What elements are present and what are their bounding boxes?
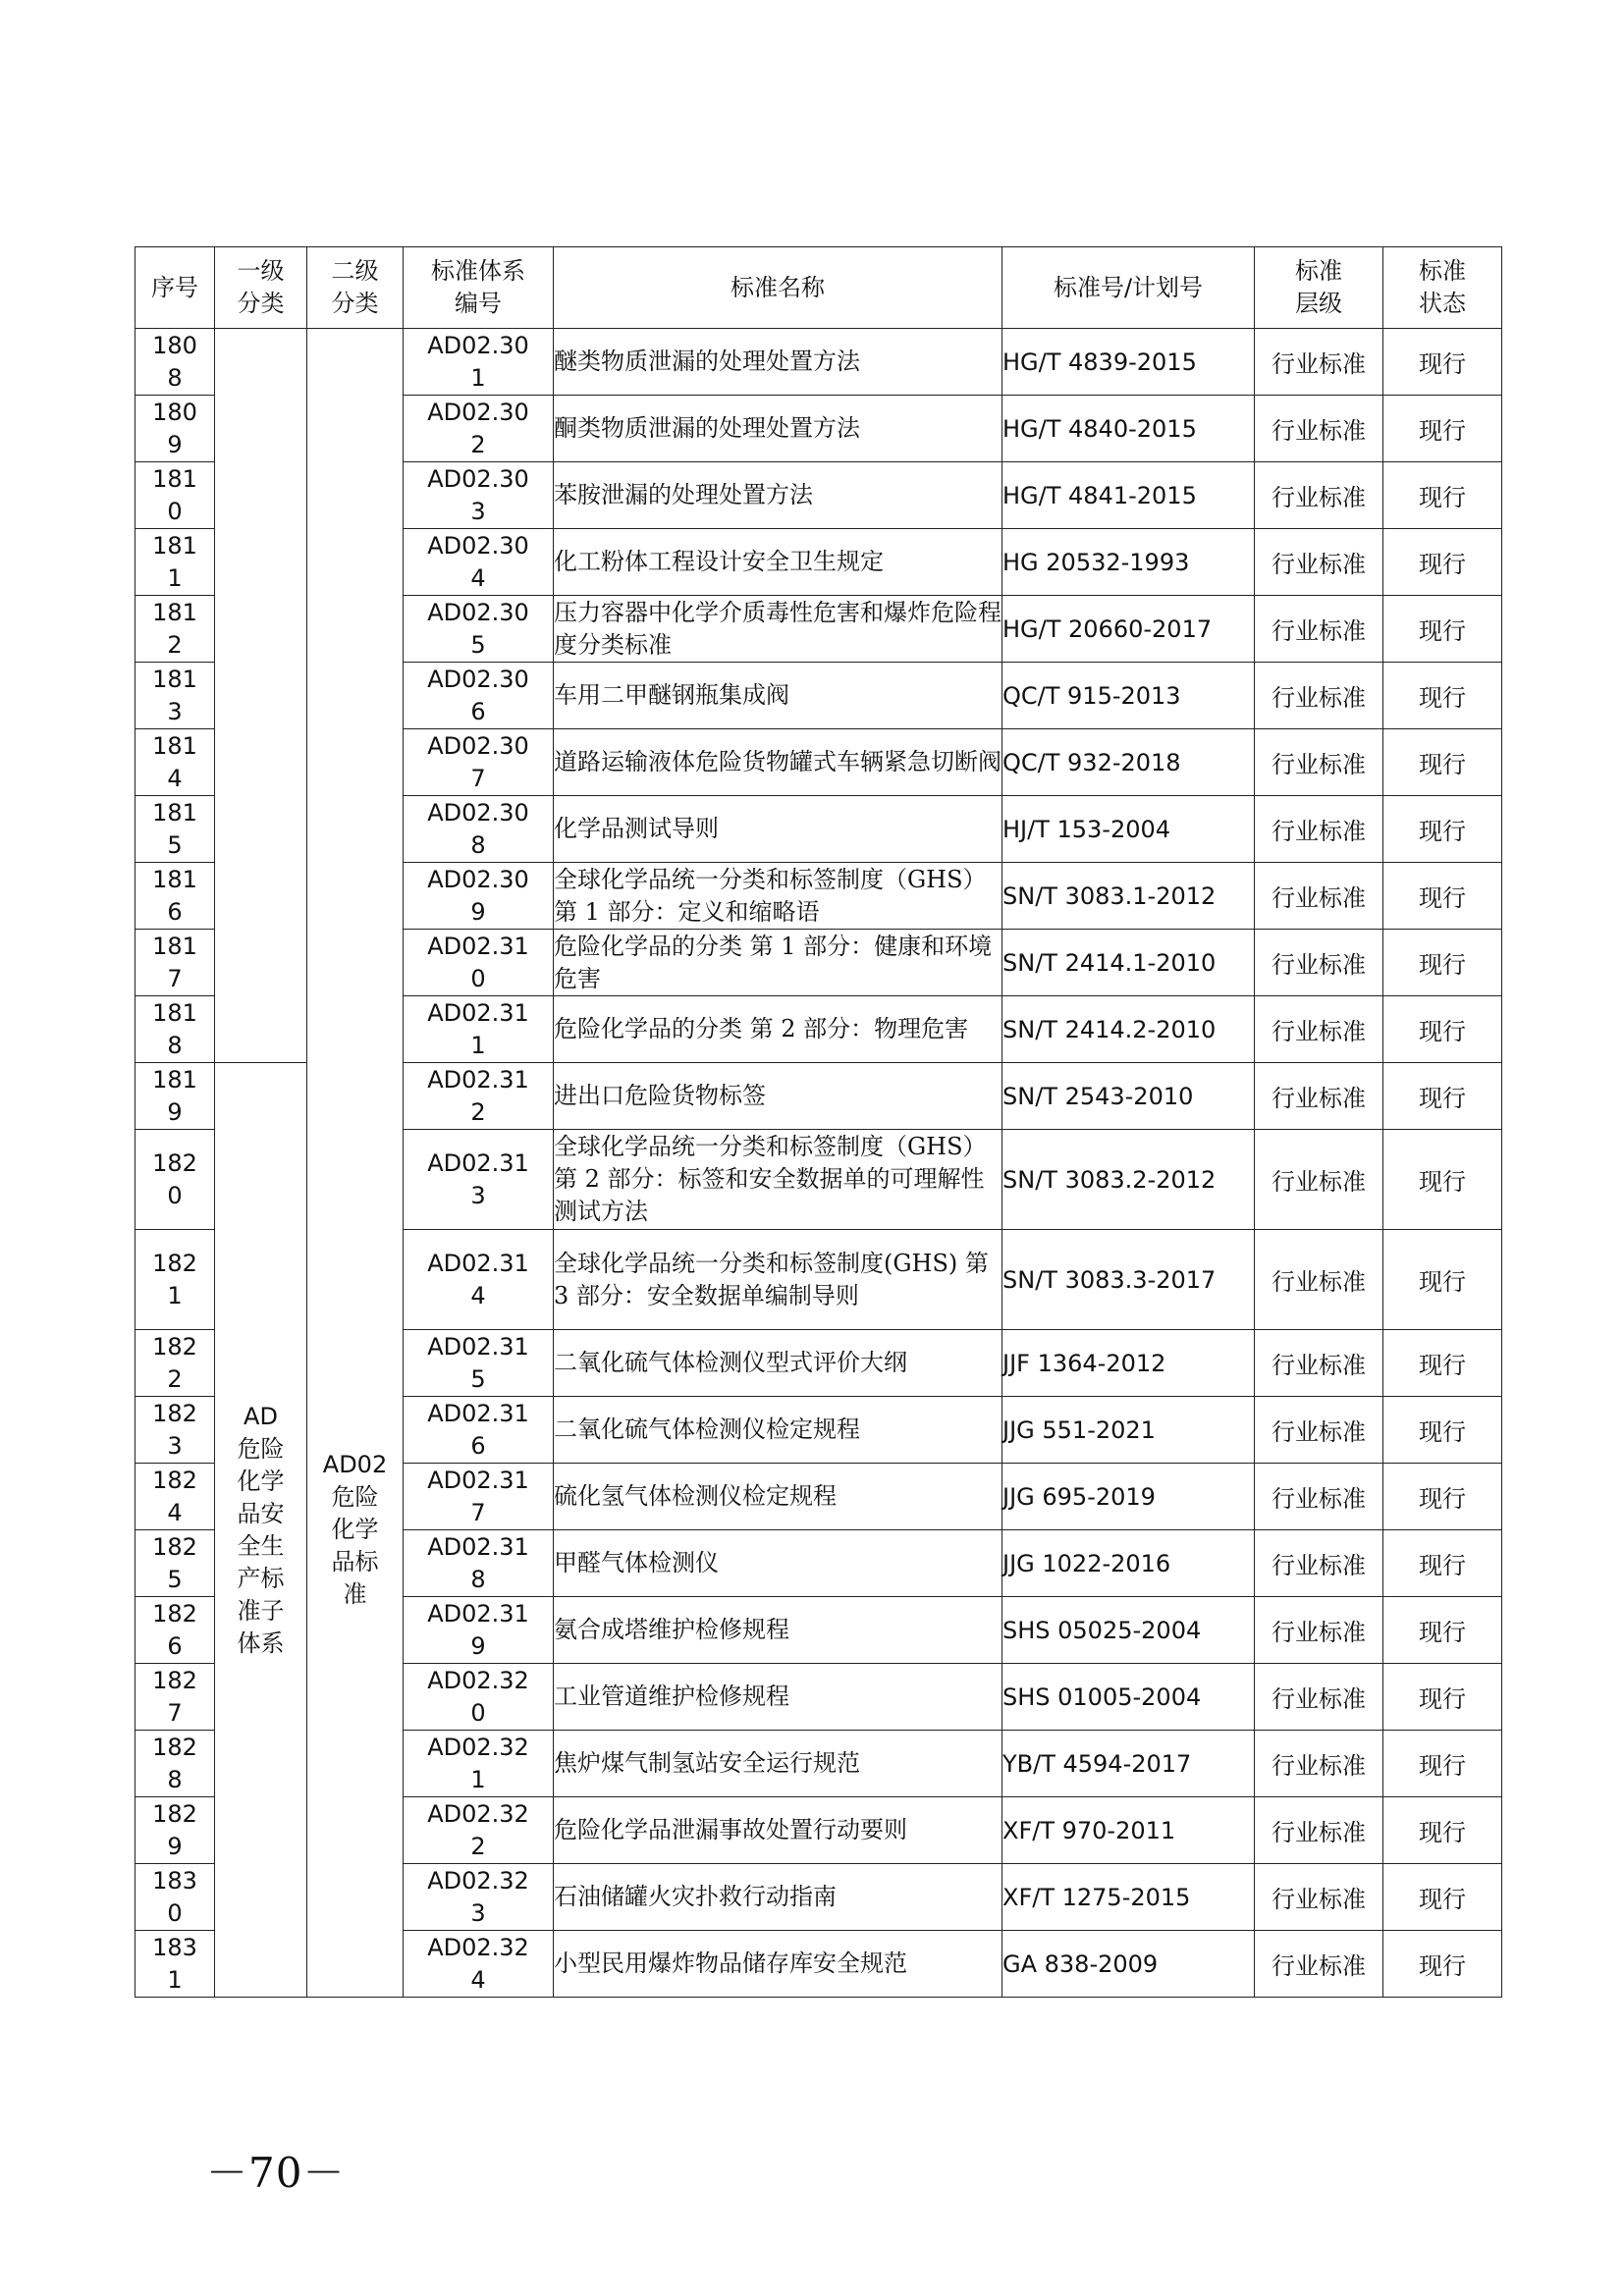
row-number (135, 1230, 215, 1330)
standard-name: 危险化学品泄漏事故处置行动要则 (554, 1797, 1002, 1864)
standard-level: 行业标准 (1255, 1330, 1383, 1397)
standard-status: 现行 (1383, 396, 1502, 462)
standard-level: 行业标准 (1255, 329, 1383, 396)
category2-cell (307, 1063, 404, 1998)
standard-status: 现行 (1383, 1731, 1502, 1797)
standard-level: 行业标准 (1255, 1664, 1383, 1731)
standard-system-code-text: AD02.308 (427, 798, 529, 859)
standard-status: 现行 (1383, 863, 1502, 930)
standard-number: SN/T 2543-2010 (1002, 1063, 1255, 1130)
standard-level: 行业标准 (1255, 1230, 1383, 1330)
standard-system-code-text: AD02.320 (427, 1666, 529, 1727)
row-number (135, 1931, 215, 1998)
standard-name: 车用二甲醚钢瓶集成阀 (554, 663, 1002, 729)
standard-level: 行业标准 (1255, 396, 1383, 462)
row-number-text: 1824 (152, 1466, 197, 1526)
standard-name: 全球化学品统一分类和标签制度(GHS) 第 3 部分：安全数据单编制导则 (554, 1230, 1002, 1330)
standard-name: 小型民用爆炸物品储存库安全规范 (554, 1931, 1002, 1998)
category1-text: AD危险化学品安全生产标准子体系 (237, 1402, 285, 1657)
row-number-text: 1814 (152, 731, 197, 792)
standard-number: SN/T 3083.3-2017 (1002, 1230, 1255, 1330)
row-number (135, 1130, 215, 1230)
standard-number: YB/T 4594-2017 (1002, 1731, 1255, 1797)
row-number-text: 1816 (152, 865, 197, 926)
standard-status: 现行 (1383, 1664, 1502, 1731)
standard-name: 焦炉煤气制氢站安全运行规范 (554, 1731, 1002, 1797)
standard-status: 现行 (1383, 729, 1502, 796)
standard-system-code (404, 1664, 554, 1731)
table-row (135, 329, 1502, 396)
header-level1 (215, 247, 307, 329)
row-number-text: 1813 (152, 665, 197, 725)
standard-system-code (404, 529, 554, 596)
standard-number: JJG 1022-2016 (1002, 1530, 1255, 1597)
standard-status: 现行 (1383, 1230, 1502, 1330)
standard-number: XF/T 970-2011 (1002, 1797, 1255, 1864)
standard-number: HG 20532-1993 (1002, 529, 1255, 596)
standard-level: 行业标准 (1255, 1130, 1383, 1230)
standard-level: 行业标准 (1255, 1397, 1383, 1464)
row-number (135, 596, 215, 663)
standard-status: 现行 (1383, 796, 1502, 863)
standard-name: 醚类物质泄漏的处理处置方法 (554, 329, 1002, 396)
row-number-text: 1821 (152, 1249, 197, 1309)
standard-system-code (404, 1063, 554, 1130)
row-number (135, 1530, 215, 1597)
standard-number: SN/T 3083.2-2012 (1002, 1130, 1255, 1230)
header-status (1383, 247, 1502, 329)
standard-number: HG/T 20660-2017 (1002, 596, 1255, 663)
standard-system-code (404, 1530, 554, 1597)
standard-level: 行业标准 (1255, 1864, 1383, 1931)
standard-number: SHS 05025-2004 (1002, 1597, 1255, 1664)
standard-name: 全球化学品统一分类和标签制度（GHS） 第 2 部分：标签和安全数据单的可理解性测试方法 (554, 1130, 1002, 1230)
standard-status: 现行 (1383, 596, 1502, 663)
standard-system-code (404, 1597, 554, 1664)
standard-system-code (404, 596, 554, 663)
table-header-row (135, 247, 1502, 329)
header-std-no: 标准号/计划号 (1002, 247, 1255, 329)
standard-system-code (404, 396, 554, 462)
standard-status: 现行 (1383, 1330, 1502, 1397)
standard-number: SN/T 2414.1-2010 (1002, 930, 1255, 996)
standard-system-code (404, 930, 554, 996)
standard-level: 行业标准 (1255, 1797, 1383, 1864)
row-number (135, 396, 215, 462)
standard-status: 现行 (1383, 1130, 1502, 1230)
standard-level: 行业标准 (1255, 796, 1383, 863)
standard-name: 全球化学品统一分类和标签制度（GHS） 第 1 部分：定义和缩略语 (554, 863, 1002, 930)
standard-status: 现行 (1383, 529, 1502, 596)
standard-status: 现行 (1383, 462, 1502, 529)
row-number (135, 1864, 215, 1931)
standard-status: 现行 (1383, 1063, 1502, 1130)
standard-status: 现行 (1383, 930, 1502, 996)
row-number (135, 1797, 215, 1864)
standard-system-code (404, 1464, 554, 1530)
category1-cell-continued (215, 329, 307, 1063)
standard-system-code-text: AD02.322 (427, 1799, 529, 1860)
header-status-text: 标准状态 (1419, 257, 1466, 317)
standards-table (135, 246, 1502, 1998)
header-name: 标准名称 (554, 247, 1002, 329)
standard-level: 行业标准 (1255, 1731, 1383, 1797)
standard-level: 行业标准 (1255, 1063, 1383, 1130)
standard-status: 现行 (1383, 329, 1502, 396)
category1-cell (215, 1063, 307, 1998)
row-number-text: 1823 (152, 1399, 197, 1460)
row-number-text: 1830 (152, 1866, 197, 1927)
standard-system-code (404, 1864, 554, 1931)
standard-status: 现行 (1383, 1597, 1502, 1664)
row-number (135, 729, 215, 796)
standard-name: 氨合成塔维护检修规程 (554, 1597, 1002, 1664)
standard-system-code (404, 1330, 554, 1397)
standard-system-code-text: AD02.315 (427, 1332, 529, 1393)
header-code (404, 247, 554, 329)
standard-system-code (404, 996, 554, 1063)
standard-status: 现行 (1383, 1530, 1502, 1597)
standard-name: 石油储罐火灾扑救行动指南 (554, 1864, 1002, 1931)
row-number (135, 1464, 215, 1530)
row-number-text: 1825 (152, 1532, 197, 1593)
standard-name: 二氧化硫气体检测仪检定规程 (554, 1397, 1002, 1464)
row-number-text: 1817 (152, 932, 197, 992)
row-number (135, 796, 215, 863)
row-number (135, 1664, 215, 1731)
standard-system-code (404, 863, 554, 930)
row-number-text: 1818 (152, 998, 197, 1059)
standard-system-code (404, 1130, 554, 1230)
standard-system-code (404, 329, 554, 396)
row-number-text: 1822 (152, 1332, 197, 1393)
standard-status: 现行 (1383, 1797, 1502, 1864)
standard-status: 现行 (1383, 1931, 1502, 1998)
row-number (135, 1731, 215, 1797)
standard-number: QC/T 932-2018 (1002, 729, 1255, 796)
header-level2 (307, 247, 404, 329)
header-level1-text: 一级分类 (237, 257, 285, 317)
standard-level: 行业标准 (1255, 462, 1383, 529)
standard-system-code-text: AD02.305 (427, 598, 529, 659)
standard-level: 行业标准 (1255, 863, 1383, 930)
standard-system-code (404, 1731, 554, 1797)
standard-number: XF/T 1275-2015 (1002, 1864, 1255, 1931)
standard-system-code-text: AD02.314 (427, 1249, 529, 1309)
standard-level: 行业标准 (1255, 663, 1383, 729)
row-number-text: 1809 (152, 398, 197, 458)
standard-system-code-text: AD02.304 (427, 531, 529, 592)
standard-system-code (404, 462, 554, 529)
standard-system-code-text: AD02.324 (427, 1933, 529, 1994)
standard-system-code-text: AD02.318 (427, 1532, 529, 1593)
standard-name: 工业管道维护检修规程 (554, 1664, 1002, 1731)
standard-system-code-text: AD02.321 (427, 1733, 529, 1793)
header-code-text: 标准体系编号 (431, 257, 525, 317)
row-number-text: 1810 (152, 464, 197, 525)
row-number (135, 863, 215, 930)
standard-name: 二氧化硫气体检测仪型式评价大纲 (554, 1330, 1002, 1397)
standard-system-code-text: AD02.312 (427, 1065, 529, 1126)
row-number-text: 1815 (152, 798, 197, 859)
row-number (135, 1063, 215, 1130)
row-number-text: 1811 (152, 531, 197, 592)
row-number-text: 1808 (152, 331, 197, 392)
standard-name: 甲醛气体检测仪 (554, 1530, 1002, 1597)
row-number (135, 1597, 215, 1664)
row-number-text: 1827 (152, 1666, 197, 1727)
standard-level: 行业标准 (1255, 729, 1383, 796)
row-number-text: 1812 (152, 598, 197, 659)
standard-name: 酮类物质泄漏的处理处置方法 (554, 396, 1002, 462)
standard-name: 硫化氢气体检测仪检定规程 (554, 1464, 1002, 1530)
standard-number: HG/T 4840-2015 (1002, 396, 1255, 462)
row-number-text: 1829 (152, 1799, 197, 1860)
standard-system-code-text: AD02.310 (427, 932, 529, 992)
standard-number: HJ/T 153-2004 (1002, 796, 1255, 863)
standard-status: 现行 (1383, 1464, 1502, 1530)
standard-system-code-text: AD02.307 (427, 731, 529, 792)
standard-level: 行业标准 (1255, 930, 1383, 996)
standard-level: 行业标准 (1255, 1931, 1383, 1998)
standard-system-code-text: AD02.301 (427, 331, 529, 392)
standard-status: 现行 (1383, 663, 1502, 729)
standard-number: QC/T 915-2013 (1002, 663, 1255, 729)
row-number (135, 1397, 215, 1464)
standard-system-code (404, 1397, 554, 1464)
standard-level: 行业标准 (1255, 596, 1383, 663)
standard-number: JJF 1364-2012 (1002, 1330, 1255, 1397)
row-number (135, 1330, 215, 1397)
standard-name: 化学品测试导则 (554, 796, 1002, 863)
standard-number: HG/T 4839-2015 (1002, 329, 1255, 396)
standard-number: HG/T 4841-2015 (1002, 462, 1255, 529)
standard-system-code-text: AD02.316 (427, 1399, 529, 1460)
standard-system-code-text: AD02.317 (427, 1466, 529, 1526)
standard-system-code (404, 663, 554, 729)
standard-system-code-text: AD02.323 (427, 1866, 529, 1927)
standard-system-code-text: AD02.319 (427, 1599, 529, 1660)
standard-system-code (404, 796, 554, 863)
page-number: －70－ (206, 2149, 346, 2197)
row-number (135, 996, 215, 1063)
standard-name: 压力容器中化学介质毒性危害和爆炸危险程度分类标准 (554, 596, 1002, 663)
standard-number: SHS 01005-2004 (1002, 1664, 1255, 1731)
standard-system-code (404, 729, 554, 796)
table-body (135, 329, 1502, 1998)
standard-name: 道路运输液体危险货物罐式车辆紧急切断阀 (554, 729, 1002, 796)
standard-number: GA 838-2009 (1002, 1931, 1255, 1998)
header-no: 序号 (135, 247, 215, 329)
standard-system-code (404, 1931, 554, 1998)
standard-level: 行业标准 (1255, 1597, 1383, 1664)
row-number (135, 930, 215, 996)
standard-system-code-text: AD02.306 (427, 665, 529, 725)
standard-number: SN/T 2414.2-2010 (1002, 996, 1255, 1063)
category2-cell-continued (307, 329, 404, 1063)
standard-system-code-text: AD02.311 (427, 998, 529, 1059)
standard-system-code-text: AD02.309 (427, 865, 529, 926)
standard-number: JJG 551-2021 (1002, 1397, 1255, 1464)
row-number (135, 462, 215, 529)
standard-level: 行业标准 (1255, 1530, 1383, 1597)
standard-system-code (404, 1797, 554, 1864)
header-std-level-text: 标准层级 (1295, 257, 1342, 317)
standard-system-code (404, 1230, 554, 1330)
standard-name: 化工粉体工程设计安全卫生规定 (554, 529, 1002, 596)
table-row (135, 1063, 1502, 1130)
category2-text: AD02危险化学品标准 (322, 1450, 388, 1608)
row-number-text: 1819 (152, 1065, 197, 1126)
standard-number: JJG 695-2019 (1002, 1464, 1255, 1530)
standard-status: 现行 (1383, 1397, 1502, 1464)
standard-system-code-text: AD02.303 (427, 464, 529, 525)
standard-level: 行业标准 (1255, 996, 1383, 1063)
standard-status: 现行 (1383, 1864, 1502, 1931)
standard-level: 行业标准 (1255, 1464, 1383, 1530)
row-number (135, 529, 215, 596)
standard-name: 进出口危险货物标签 (554, 1063, 1002, 1130)
row-number-text: 1828 (152, 1733, 197, 1793)
row-number-text: 1826 (152, 1599, 197, 1660)
standard-system-code-text: AD02.302 (427, 398, 529, 458)
standard-system-code-text: AD02.313 (427, 1148, 529, 1209)
standard-level: 行业标准 (1255, 529, 1383, 596)
row-number (135, 329, 215, 396)
row-number-text: 1831 (152, 1933, 197, 1994)
row-number-text: 1820 (152, 1148, 197, 1209)
row-number (135, 663, 215, 729)
header-level2-text: 二级分类 (331, 257, 379, 317)
standard-name: 危险化学品的分类 第 2 部分：物理危害 (554, 996, 1002, 1063)
standard-number: SN/T 3083.1-2012 (1002, 863, 1255, 930)
header-std-level (1255, 247, 1383, 329)
standard-name: 苯胺泄漏的处理处置方法 (554, 462, 1002, 529)
standard-name: 危险化学品的分类 第 1 部分：健康和环境危害 (554, 930, 1002, 996)
standard-status: 现行 (1383, 996, 1502, 1063)
